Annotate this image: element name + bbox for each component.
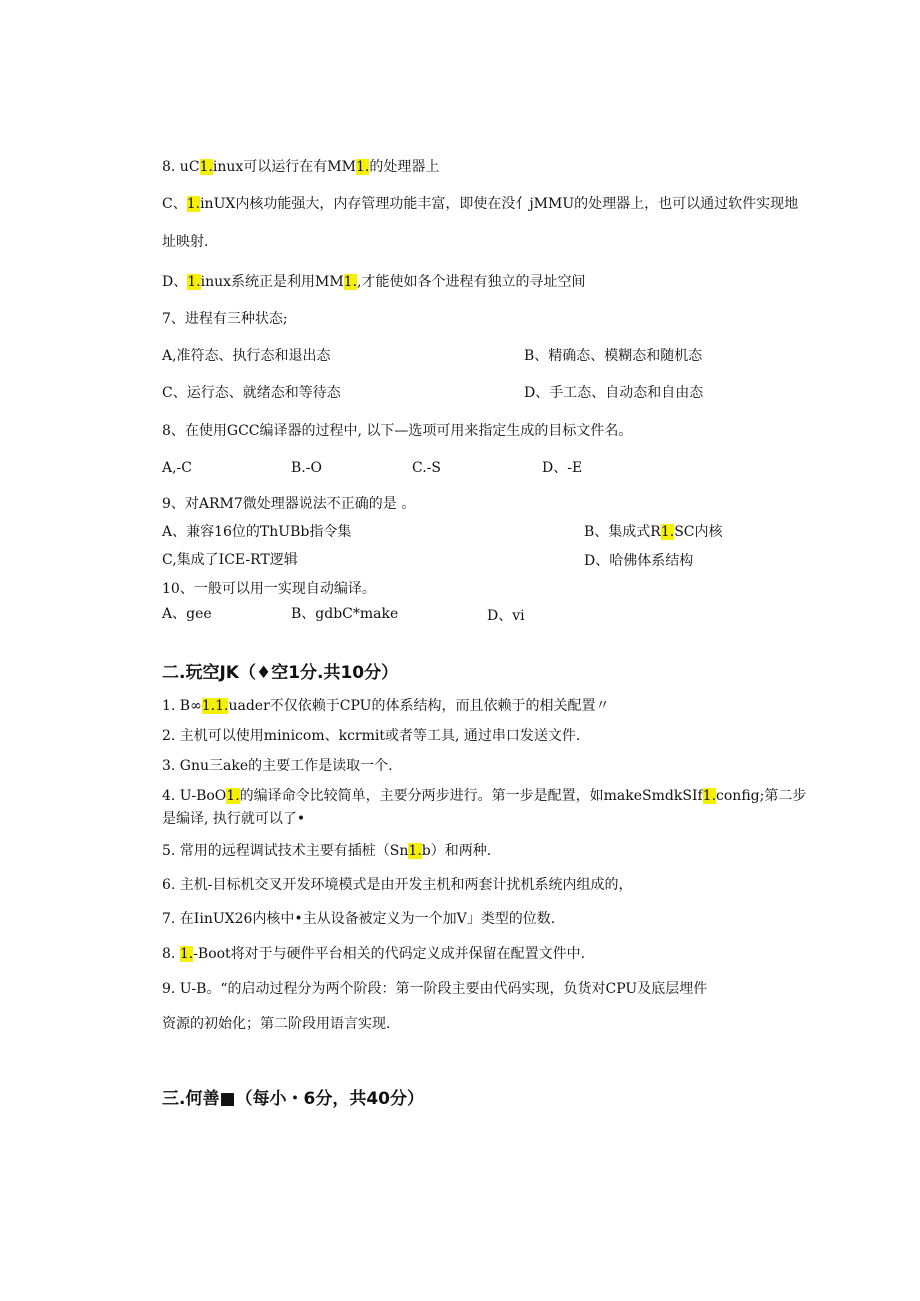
text: inux可以运行在有MM xyxy=(212,159,356,175)
text: uader不仅依赖于CPU的体系结构，而且依赖于的相关配置〃 xyxy=(228,698,610,714)
text: b）和两种. xyxy=(421,843,492,859)
text: C、 xyxy=(162,196,187,212)
q-uclinux-option-d xyxy=(162,272,585,292)
highlight: 1. xyxy=(179,946,194,962)
text: 的处理器上 xyxy=(369,159,440,175)
text: inux系统正是利用MM xyxy=(200,274,344,290)
text: 4. U-BoO xyxy=(162,788,227,804)
text: D、 xyxy=(162,274,188,290)
q8-option-b: B.-O xyxy=(291,460,322,476)
q10-option-d: D、vi xyxy=(487,608,525,624)
text: 的编译命令比较简单，主要分两步进行。第一步是配置，如makeSmdkSIf xyxy=(239,788,703,804)
q7-option-d: D、手工态、自动态和自由态 xyxy=(524,385,704,401)
highlight: 1. xyxy=(408,843,422,859)
q8-option-d: D、-E xyxy=(542,460,583,476)
text: config;第二步 xyxy=(716,788,807,804)
q9-option-c: C,集成了ICE-RT逻辑 xyxy=(162,552,298,568)
fill-item-9: 9. U-B。“的启动过程分为两个阶段：第一阶段主要由代码实现，负货对CPU及底层埋件 xyxy=(162,981,708,997)
fill-item-5 xyxy=(162,841,491,861)
fill-item-4-cont: 是编译, 执行就可以了• xyxy=(162,811,306,827)
q-uclinux-option-c-cont: 址映射. xyxy=(162,234,209,250)
highlight: 1.1. xyxy=(201,698,229,714)
highlight: 1. xyxy=(355,159,370,175)
highlight: 1. xyxy=(199,159,213,175)
fill-item-7: 7. 在IinUX26内核中•主从设备被定义为一个加V」类型的位数. xyxy=(162,911,556,927)
text: 1. B∞ xyxy=(162,698,202,714)
fill-item-1 xyxy=(162,696,609,716)
text: B、集成式R xyxy=(584,524,661,540)
fill-item-3: 3. Gnu三ake的主要工作是读取一个. xyxy=(162,758,393,774)
q7-stem: 7、进程有三种状态; xyxy=(162,311,288,327)
section-2-title: 二.玩空JK（♦空1分.共10分） xyxy=(162,663,399,683)
text: SC内核 xyxy=(674,524,723,540)
section-3-title: 三.何善■（每小・6分，共40分） xyxy=(162,1089,425,1109)
q-uclinux-option-b xyxy=(162,157,439,177)
text: ,才能使如各个进程有独立的寻址空间 xyxy=(357,274,586,290)
q8-stem: 8、在使用GCC编译器的过程中, 以下—选项可用来指定生成的目标文件名。 xyxy=(162,423,633,439)
text: inUX内核功能强大，内存管理功能丰富，即使在没亻jMMU的处理器上，也可以通过软件实现地 xyxy=(200,196,799,212)
q8-option-c: C.-S xyxy=(412,460,441,476)
q7-option-b: B、精确态、模糊态和随机态 xyxy=(524,348,703,364)
q7-option-a: A,准符态、执行态和退出态 xyxy=(162,348,331,364)
q10-option-a: A、gee xyxy=(162,606,212,622)
highlight: 1. xyxy=(226,788,240,804)
highlight: 1. xyxy=(702,788,717,804)
text: 5. 常用的远程调试技术主要有插桩（Sn xyxy=(162,843,409,859)
fill-item-9-cont: 资源的初始化；第二阶段用语言实现. xyxy=(162,1016,391,1032)
fill-item-4 xyxy=(162,786,806,806)
q10-option-b: B、gdbC*make xyxy=(291,606,399,622)
q9-option-b xyxy=(584,522,723,542)
text: 8. xyxy=(162,946,180,962)
text: 8. uC xyxy=(162,159,200,175)
fill-item-6: 6. 主机-目标机交叉开发环境模式是由开发主机和两套计扰机系统内组成的， xyxy=(162,877,633,893)
q7-option-c: C、运行态、就绪态和等待态 xyxy=(162,385,341,401)
fill-item-8 xyxy=(162,944,585,964)
q9-option-d: D、哈佛体系结构 xyxy=(584,553,694,569)
q9-stem: 9、对ARM7微处理器说法不正确的是 。 xyxy=(162,496,416,512)
highlight: 1. xyxy=(186,196,201,212)
q8-option-a: A,-C xyxy=(162,460,193,476)
q9-option-a: A、兼容16位的ThUBb指令集 xyxy=(162,524,352,540)
highlight: 1. xyxy=(660,524,675,540)
highlight: 1. xyxy=(343,274,358,290)
highlight: 1. xyxy=(187,274,201,290)
text: -Boot将对于与硬件平台相关的代码定义成并保留在配置文件中. xyxy=(193,946,586,962)
q-uclinux-option-c xyxy=(162,194,798,214)
fill-item-2: 2. 主机可以使用minicom、kcrmit或者等工具, 通过串口发送文件. xyxy=(162,728,581,744)
q10-stem: 10、一般可以用一实现自动编译。 xyxy=(162,581,376,597)
